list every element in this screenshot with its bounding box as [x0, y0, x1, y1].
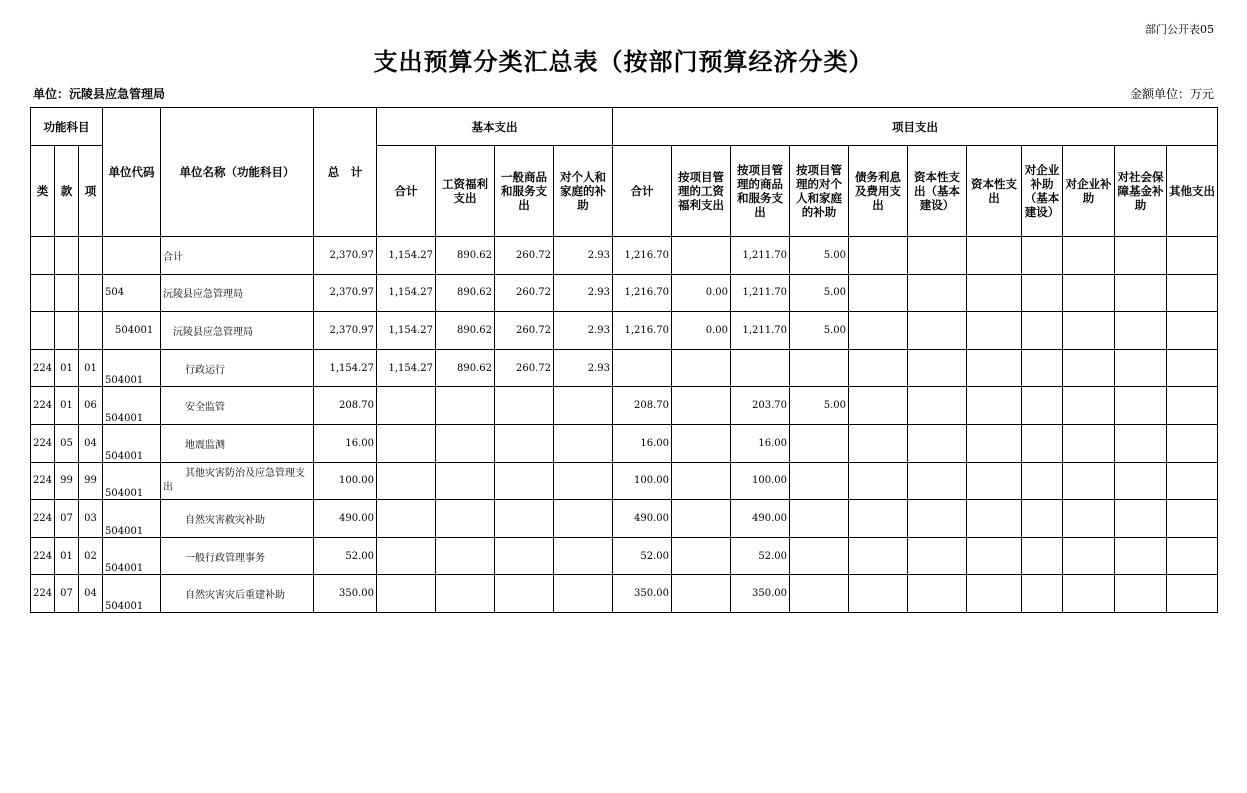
cell-code: 504001: [103, 575, 161, 613]
cell-project-goods: 52.00: [731, 537, 790, 575]
cell-basic-sum: 1,154.27: [377, 237, 436, 275]
table-row: [31, 462, 1218, 500]
cell-code: [103, 237, 161, 275]
cell-total: 2,370.97: [314, 237, 377, 275]
cell-empty: [1022, 274, 1063, 312]
cell-project-sum: 52.00: [613, 537, 672, 575]
cell-code: 504001: [103, 349, 161, 387]
cell-project-goods: 100.00: [731, 462, 790, 500]
cell-xiang: 03: [79, 500, 103, 538]
cell-empty: [908, 424, 967, 462]
cell-empty: [967, 575, 1022, 613]
cell-basic-sum: [377, 462, 436, 500]
cell-empty: [967, 237, 1022, 275]
cell-lei: 224: [31, 575, 55, 613]
cell-kuan: 99: [55, 462, 79, 500]
header-project-goods: 按项目管理的商品和服务支出: [731, 146, 790, 237]
cell-project-salary: 0.00: [672, 312, 731, 350]
cell-empty: [1115, 424, 1167, 462]
cell-kuan: [55, 312, 79, 350]
cell-project-sum: 1,216.70: [613, 237, 672, 275]
cell-xiang: 01: [79, 349, 103, 387]
cell-basic-goods: [495, 575, 554, 613]
cell-basic-salary: [436, 462, 495, 500]
cell-basic-sum: 1,154.27: [377, 274, 436, 312]
header-project: 项目支出: [613, 108, 1218, 146]
cell-project-personal: [790, 349, 849, 387]
cell-code: 504001: [103, 424, 161, 462]
cell-empty: [1022, 575, 1063, 613]
cell-empty: [1167, 575, 1218, 613]
cell-lei: 224: [31, 349, 55, 387]
cell-basic-salary: 890.62: [436, 312, 495, 350]
cell-project-personal: [790, 500, 849, 538]
cell-xiang: 04: [79, 575, 103, 613]
header-basic: 基本支出: [377, 108, 613, 146]
cell-project-sum: 1,216.70: [613, 312, 672, 350]
cell-empty: [849, 575, 908, 613]
cell-empty: [1115, 274, 1167, 312]
cell-total: 208.70: [314, 387, 377, 425]
cell-basic-personal: 2.93: [554, 349, 613, 387]
cell-project-sum: 350.00: [613, 575, 672, 613]
cell-lei: 224: [31, 462, 55, 500]
cell-xiang: 02: [79, 537, 103, 575]
cell-empty: [1115, 462, 1167, 500]
table-row: [31, 349, 1218, 387]
table-row: [31, 575, 1218, 613]
cell-basic-personal: [554, 575, 613, 613]
cell-code: 504: [103, 274, 161, 312]
cell-empty: [1167, 312, 1218, 350]
cell-project-personal: 5.00: [790, 237, 849, 275]
cell-basic-sum: [377, 387, 436, 425]
cell-basic-salary: 890.62: [436, 349, 495, 387]
cell-basic-goods: 260.72: [495, 349, 554, 387]
cell-project-goods: 1,211.70: [731, 237, 790, 275]
cell-empty: [1167, 387, 1218, 425]
cell-empty: [908, 274, 967, 312]
cell-empty: [849, 274, 908, 312]
cell-project-goods: 490.00: [731, 500, 790, 538]
cell-empty: [1022, 349, 1063, 387]
page-title: 支出预算分类汇总表（按部门预算经济分类）: [373, 47, 874, 76]
budget-table: [30, 107, 1218, 613]
cell-basic-personal: [554, 387, 613, 425]
cell-empty: [908, 537, 967, 575]
cell-project-salary: [672, 537, 731, 575]
cell-basic-salary: [436, 537, 495, 575]
cell-basic-goods: 260.72: [495, 274, 554, 312]
header-project-personal: 按项目管理的对个人和家庭的补助: [790, 146, 849, 237]
cell-xiang: 99: [79, 462, 103, 500]
cell-project-salary: [672, 387, 731, 425]
cell-basic-goods: [495, 462, 554, 500]
money-unit-label: 金额单位：万元: [1129, 87, 1214, 101]
cell-kuan: 01: [55, 387, 79, 425]
cell-basic-sum: [377, 424, 436, 462]
cell-project-goods: 1,211.70: [731, 312, 790, 350]
cell-project-salary: [672, 349, 731, 387]
header-project-social: 对社会保障基金补助: [1115, 146, 1167, 237]
cell-basic-personal: [554, 537, 613, 575]
cell-lei: 224: [31, 424, 55, 462]
header-project-capital-basic: 资本性支出（基本建设）: [908, 146, 967, 237]
cell-empty: [967, 537, 1022, 575]
cell-code: 504001: [103, 387, 161, 425]
cell-empty: [967, 500, 1022, 538]
cell-kuan: 05: [55, 424, 79, 462]
cell-project-salary: [672, 500, 731, 538]
cell-empty: [1022, 537, 1063, 575]
cell-project-goods: 16.00: [731, 424, 790, 462]
cell-empty: [849, 312, 908, 350]
cell-empty: [967, 387, 1022, 425]
cell-empty: [1022, 237, 1063, 275]
cell-kuan: 01: [55, 349, 79, 387]
cell-empty: [967, 424, 1022, 462]
cell-name: 地震监测: [161, 424, 314, 462]
table-row: [31, 387, 1218, 425]
cell-xiang: [79, 274, 103, 312]
cell-total: 2,370.97: [314, 274, 377, 312]
cell-empty: [849, 500, 908, 538]
cell-basic-salary: 890.62: [436, 237, 495, 275]
cell-empty: [1022, 387, 1063, 425]
cell-name: 行政运行: [161, 349, 314, 387]
cell-kuan: 01: [55, 537, 79, 575]
header-project-other: 其他支出: [1167, 146, 1218, 237]
cell-kuan: 07: [55, 500, 79, 538]
cell-name: 自然灾害救灾补助: [161, 500, 314, 538]
header-project-enterprise: 对企业补助: [1063, 146, 1115, 237]
cell-name: 安全监管: [161, 387, 314, 425]
cell-code: 504001: [103, 537, 161, 575]
cell-basic-sum: [377, 537, 436, 575]
header-project-debt: 债务利息及费用支出: [849, 146, 908, 237]
cell-lei: 224: [31, 500, 55, 538]
cell-empty: [849, 349, 908, 387]
cell-empty: [1022, 500, 1063, 538]
cell-empty: [1167, 500, 1218, 538]
cell-empty: [1115, 237, 1167, 275]
cell-empty: [849, 424, 908, 462]
cell-basic-salary: 890.62: [436, 274, 495, 312]
cell-xiang: 06: [79, 387, 103, 425]
cell-code: 504001: [103, 500, 161, 538]
cell-project-sum: 208.70: [613, 387, 672, 425]
cell-basic-personal: 2.93: [554, 312, 613, 350]
header-basic-salary: 工资福利支出: [436, 146, 495, 237]
cell-project-salary: [672, 462, 731, 500]
cell-kuan: [55, 237, 79, 275]
cell-project-salary: [672, 237, 731, 275]
cell-lei: [31, 274, 55, 312]
cell-basic-sum: 1,154.27: [377, 349, 436, 387]
cell-total: 2,370.97: [314, 312, 377, 350]
cell-project-salary: 0.00: [672, 274, 731, 312]
cell-basic-personal: 2.93: [554, 237, 613, 275]
cell-lei: [31, 312, 55, 350]
cell-empty: [908, 462, 967, 500]
header-func-subject: 功能科目: [31, 108, 103, 146]
cell-empty: [1063, 575, 1115, 613]
cell-empty: [967, 462, 1022, 500]
cell-empty: [1063, 537, 1115, 575]
cell-name: 自然灾害灾后重建补助: [161, 575, 314, 613]
cell-empty: [1167, 349, 1218, 387]
table-row: [31, 537, 1218, 575]
cell-total: 100.00: [314, 462, 377, 500]
cell-lei: [31, 237, 55, 275]
cell-empty: [1167, 424, 1218, 462]
table-row: [31, 274, 1218, 312]
cell-basic-goods: [495, 537, 554, 575]
cell-xiang: [79, 312, 103, 350]
cell-empty: [1022, 424, 1063, 462]
cell-empty: [1167, 237, 1218, 275]
cell-empty: [967, 274, 1022, 312]
cell-empty: [908, 575, 967, 613]
cell-project-sum: 1,216.70: [613, 274, 672, 312]
cell-empty: [1115, 312, 1167, 350]
cell-project-personal: [790, 575, 849, 613]
table-row: [31, 500, 1218, 538]
cell-project-sum: [613, 349, 672, 387]
header-xiang: 项: [79, 146, 103, 237]
cell-empty: [908, 312, 967, 350]
cell-basic-sum: 1,154.27: [377, 312, 436, 350]
cell-project-goods: 350.00: [731, 575, 790, 613]
table-row: [31, 237, 1218, 275]
cell-basic-personal: [554, 462, 613, 500]
header-kuan: 款: [55, 146, 79, 237]
cell-empty: [1063, 387, 1115, 425]
cell-empty: [1167, 274, 1218, 312]
table-row: [31, 424, 1218, 462]
cell-empty: [1063, 312, 1115, 350]
cell-project-goods: [731, 349, 790, 387]
cell-basic-personal: [554, 424, 613, 462]
unit-label: 单位：沅陵县应急管理局: [33, 87, 166, 101]
cell-basic-goods: 260.72: [495, 237, 554, 275]
cell-xiang: [79, 237, 103, 275]
cell-project-sum: 490.00: [613, 500, 672, 538]
header-total: 总 计: [314, 108, 377, 237]
cell-project-personal: [790, 462, 849, 500]
cell-name: 一般行政管理事务: [161, 537, 314, 575]
header-project-capital: 资本性支出: [967, 146, 1022, 237]
cell-name: 其他灾害防治及应急管理支出: [161, 462, 314, 500]
cell-name: 沅陵县应急管理局: [161, 274, 314, 312]
cell-empty: [1167, 537, 1218, 575]
cell-basic-goods: [495, 500, 554, 538]
cell-project-salary: [672, 424, 731, 462]
cell-basic-goods: 260.72: [495, 312, 554, 350]
header-unit-code: 单位代码: [103, 108, 161, 237]
header-project-salary: 按项目管理的工资福利支出: [672, 146, 731, 237]
cell-empty: [1063, 237, 1115, 275]
cell-project-sum: 16.00: [613, 424, 672, 462]
cell-empty: [967, 349, 1022, 387]
cell-total: 1,154.27: [314, 349, 377, 387]
header-lei: 类: [31, 146, 55, 237]
cell-empty: [967, 312, 1022, 350]
cell-project-personal: [790, 537, 849, 575]
cell-basic-salary: [436, 500, 495, 538]
cell-empty: [1063, 500, 1115, 538]
form-code: 部门公开表05: [1145, 23, 1214, 36]
cell-empty: [1167, 462, 1218, 500]
cell-basic-salary: [436, 575, 495, 613]
cell-total: 350.00: [314, 575, 377, 613]
header-basic-goods: 一般商品和服务支出: [495, 146, 554, 237]
header-unit-name: 单位名称（功能科目）: [161, 108, 314, 237]
cell-project-personal: [790, 424, 849, 462]
cell-kuan: 07: [55, 575, 79, 613]
cell-project-personal: 5.00: [790, 387, 849, 425]
cell-lei: 224: [31, 387, 55, 425]
cell-total: 52.00: [314, 537, 377, 575]
cell-empty: [1115, 500, 1167, 538]
cell-basic-personal: [554, 500, 613, 538]
cell-empty: [1115, 387, 1167, 425]
cell-lei: 224: [31, 537, 55, 575]
cell-empty: [1022, 312, 1063, 350]
cell-empty: [1063, 349, 1115, 387]
cell-empty: [1115, 575, 1167, 613]
cell-basic-sum: [377, 575, 436, 613]
cell-empty: [908, 349, 967, 387]
cell-project-goods: 1,211.70: [731, 274, 790, 312]
cell-empty: [1022, 462, 1063, 500]
cell-empty: [1115, 349, 1167, 387]
cell-code: 504001: [103, 462, 161, 500]
header-basic-sum: 合计: [377, 146, 436, 237]
cell-empty: [908, 237, 967, 275]
cell-basic-goods: [495, 387, 554, 425]
table-row: [31, 312, 1218, 350]
cell-empty: [849, 462, 908, 500]
cell-empty: [849, 237, 908, 275]
cell-project-personal: 5.00: [790, 274, 849, 312]
header-project-enterprise-basic: 对企业补助（基本建设）: [1022, 146, 1063, 237]
cell-empty: [849, 537, 908, 575]
header-basic-personal: 对个人和家庭的补助: [554, 146, 613, 237]
cell-kuan: [55, 274, 79, 312]
cell-project-sum: 100.00: [613, 462, 672, 500]
cell-basic-sum: [377, 500, 436, 538]
cell-empty: [849, 387, 908, 425]
cell-empty: [908, 387, 967, 425]
cell-project-goods: 203.70: [731, 387, 790, 425]
cell-project-salary: [672, 575, 731, 613]
cell-empty: [1063, 424, 1115, 462]
cell-code: 504001: [103, 312, 161, 350]
cell-basic-salary: [436, 387, 495, 425]
cell-xiang: 04: [79, 424, 103, 462]
cell-basic-goods: [495, 424, 554, 462]
cell-name: 沅陵县应急管理局: [161, 312, 314, 350]
cell-name: 合计: [161, 237, 314, 275]
cell-basic-salary: [436, 424, 495, 462]
cell-empty: [1063, 462, 1115, 500]
header-project-sum: 合计: [613, 146, 672, 237]
cell-total: 490.00: [314, 500, 377, 538]
cell-empty: [1115, 537, 1167, 575]
cell-empty: [908, 500, 967, 538]
cell-total: 16.00: [314, 424, 377, 462]
cell-project-personal: 5.00: [790, 312, 849, 350]
cell-empty: [1063, 274, 1115, 312]
cell-basic-personal: 2.93: [554, 274, 613, 312]
